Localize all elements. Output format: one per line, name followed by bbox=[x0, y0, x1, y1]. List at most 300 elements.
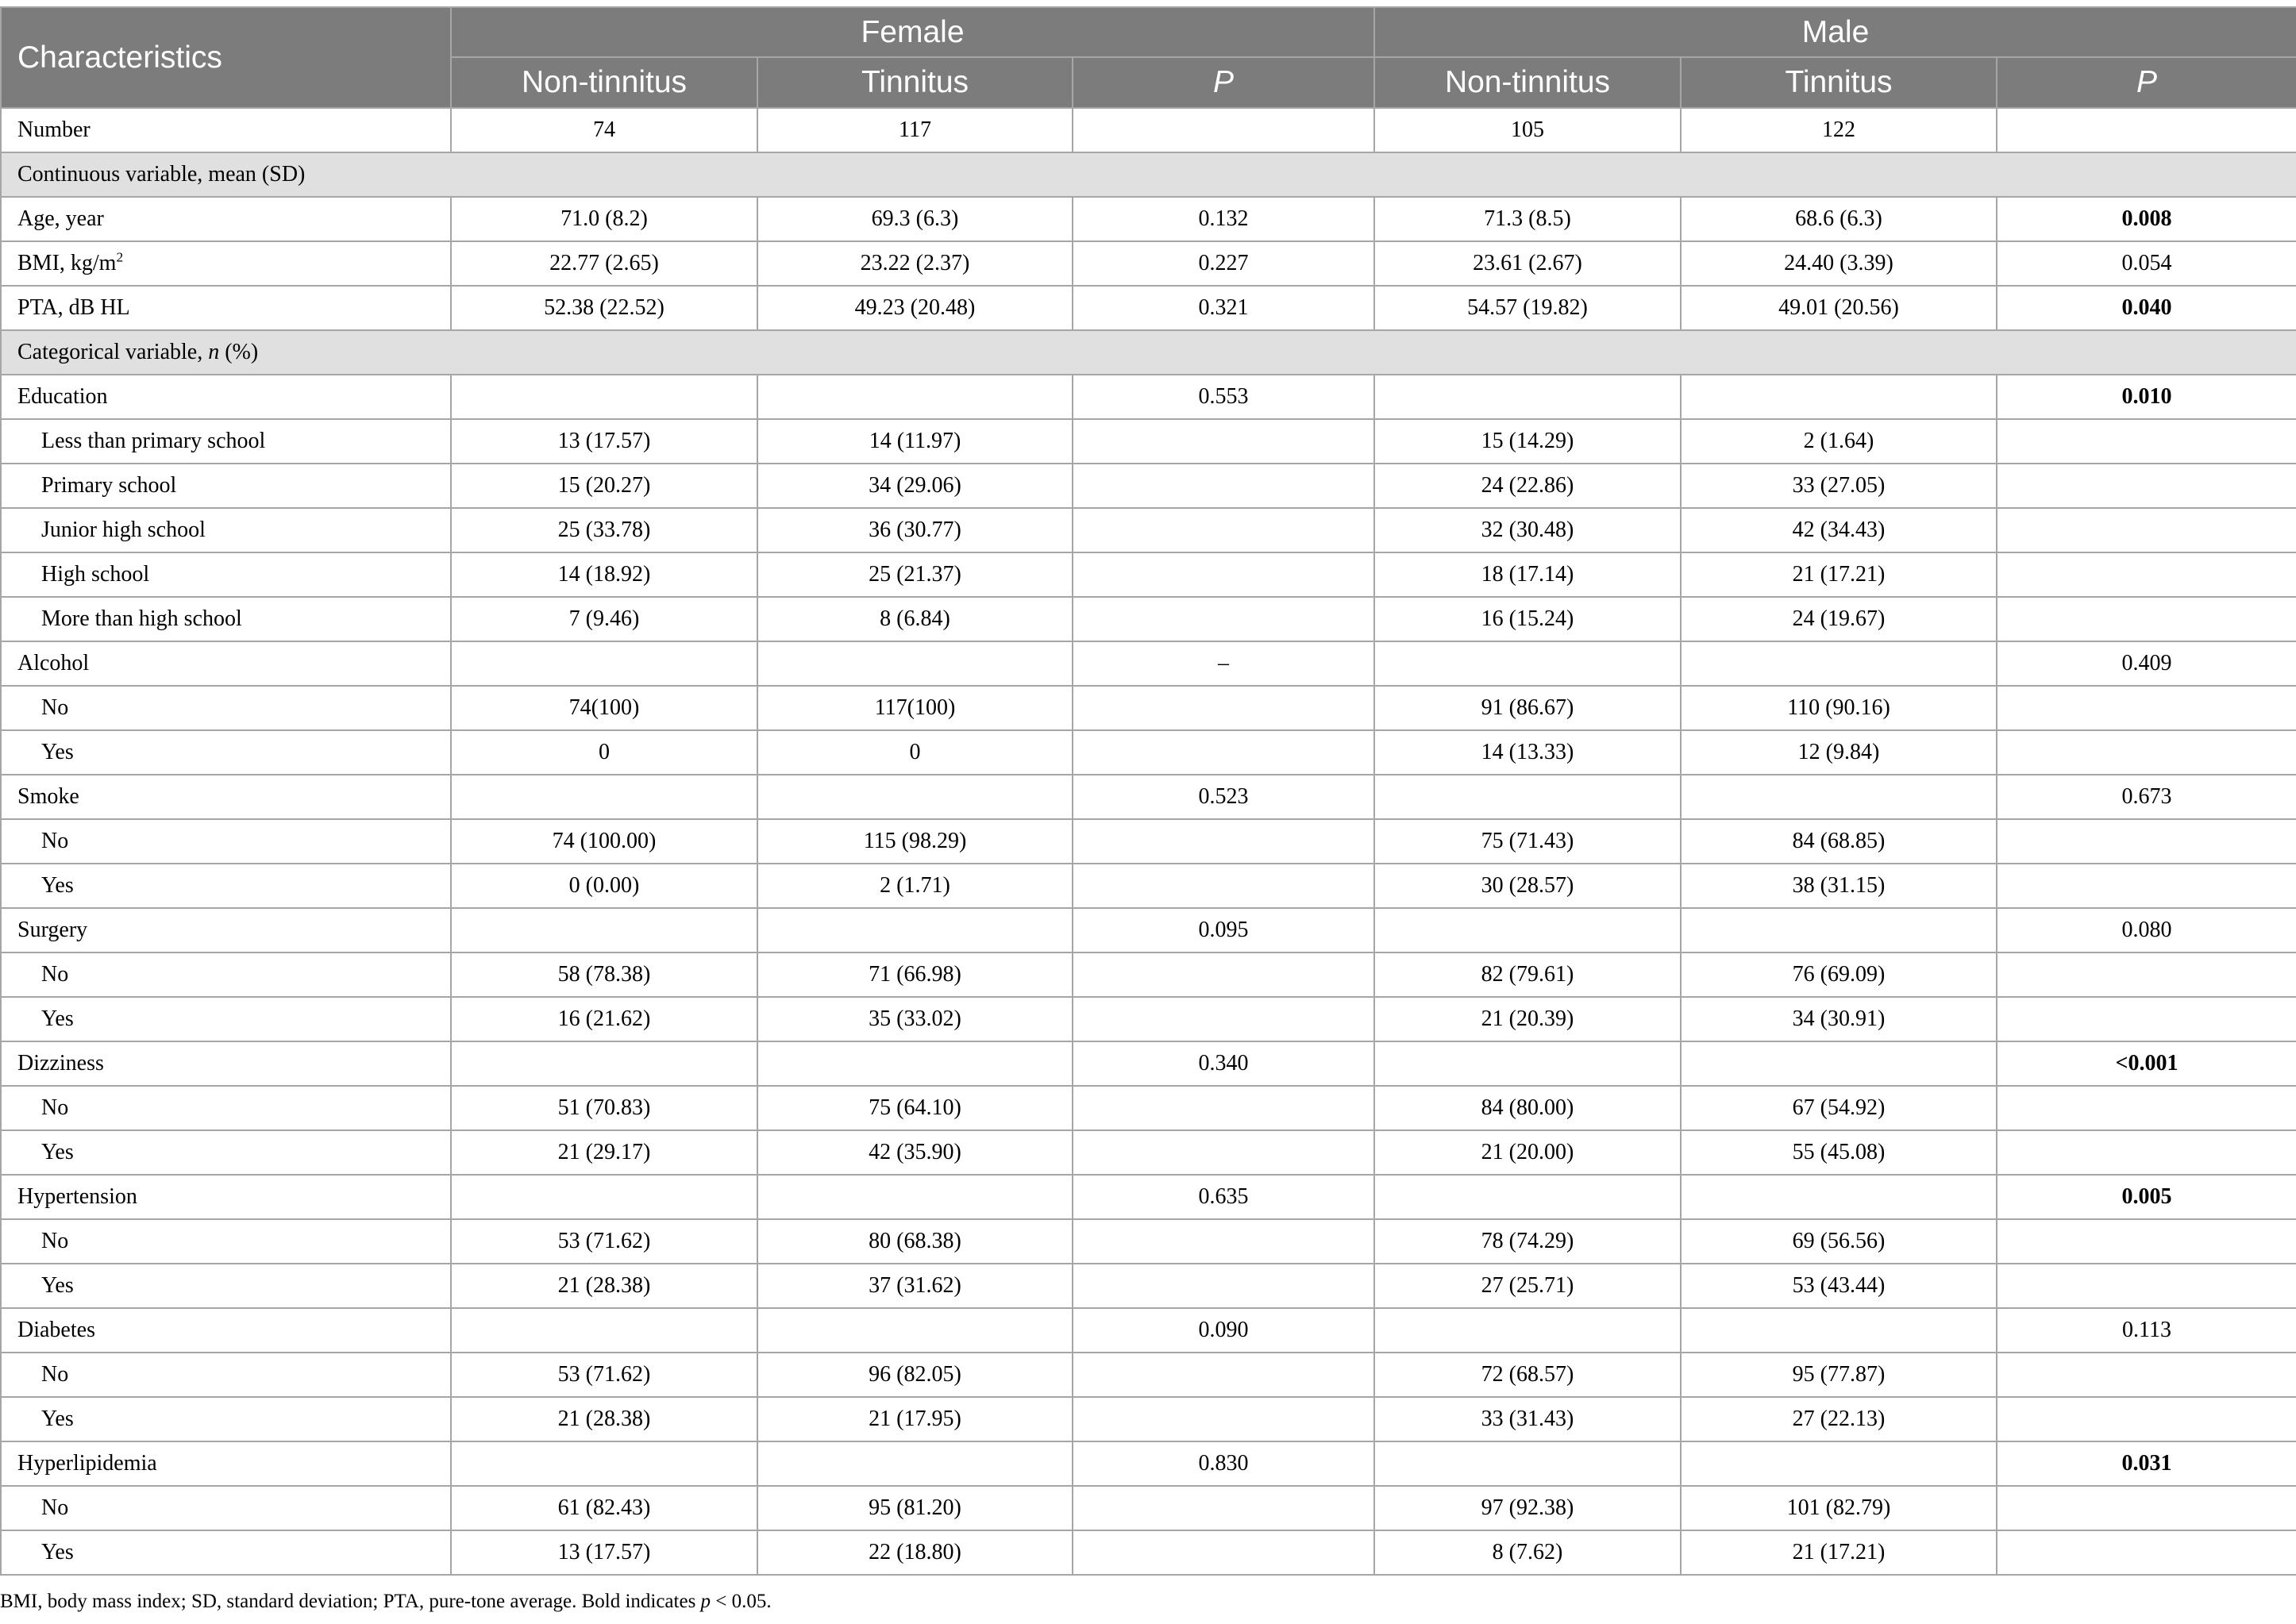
row-label bbox=[1, 1130, 451, 1175]
female-tinnitus-cell: 36 (30.77) bbox=[757, 508, 1073, 552]
row-label-text: Yes bbox=[41, 740, 74, 764]
row-label bbox=[1, 1264, 451, 1308]
table-subrow bbox=[1, 997, 2296, 1041]
table-subrow bbox=[1, 1086, 2296, 1130]
row-label bbox=[1, 197, 451, 241]
characteristics-table bbox=[0, 6, 2296, 1576]
row-label-text: Number bbox=[17, 117, 91, 142]
female-non-tinnitus-cell: 53 (71.62) bbox=[451, 1353, 757, 1397]
female-non-tinnitus-cell: 74 bbox=[451, 108, 757, 152]
male-non-tinnitus-cell bbox=[1374, 641, 1681, 686]
male-p-cell: <0.001 bbox=[1997, 1041, 2296, 1086]
male-p-cell bbox=[1997, 464, 2296, 508]
row-label bbox=[1, 1353, 451, 1397]
male-non-tinnitus-cell: 105 bbox=[1374, 108, 1681, 152]
row-label bbox=[1, 1041, 451, 1086]
male-non-tinnitus-cell: 82 (79.61) bbox=[1374, 952, 1681, 997]
male-p-cell bbox=[1997, 997, 2296, 1041]
row-label-text: Primary school bbox=[41, 473, 177, 498]
male-tinnitus-cell: 34 (30.91) bbox=[1681, 997, 1997, 1041]
row-label bbox=[1, 775, 451, 819]
male-non-tinnitus-cell bbox=[1374, 1175, 1681, 1219]
row-label bbox=[1, 686, 451, 730]
female-p-cell: 0.095 bbox=[1073, 908, 1374, 952]
table-subrow bbox=[1, 1219, 2296, 1264]
section-label-text: Continuous variable, mean (SD) bbox=[17, 162, 306, 187]
male-tinnitus-cell: 110 (90.16) bbox=[1681, 686, 1997, 730]
female-p-cell bbox=[1073, 686, 1374, 730]
female-non-tinnitus-cell: 53 (71.62) bbox=[451, 1219, 757, 1264]
female-p-cell: 0.227 bbox=[1073, 241, 1374, 286]
male-p-cell bbox=[1997, 1397, 2296, 1441]
table-row bbox=[1, 108, 2296, 152]
male-non-tinnitus-cell: 8 (7.62) bbox=[1374, 1530, 1681, 1575]
female-tinnitus-cell: 95 (81.20) bbox=[757, 1486, 1073, 1530]
female-p-cell bbox=[1073, 552, 1374, 597]
male-tinnitus-cell: 24 (19.67) bbox=[1681, 597, 1997, 641]
female-p-cell: 0.553 bbox=[1073, 375, 1374, 419]
female-p-cell: – bbox=[1073, 641, 1374, 686]
table-subrow bbox=[1, 419, 2296, 464]
row-label bbox=[1, 552, 451, 597]
female-tinnitus-cell bbox=[757, 641, 1073, 686]
row-label-text: More than high school bbox=[41, 606, 242, 631]
female-p-cell bbox=[1073, 1353, 1374, 1397]
female-tinnitus-cell: 22 (18.80) bbox=[757, 1530, 1073, 1575]
female-p-cell: 0.132 bbox=[1073, 197, 1374, 241]
table-subrow bbox=[1, 552, 2296, 597]
female-non-tinnitus-cell bbox=[451, 1175, 757, 1219]
male-p-cell: 0.409 bbox=[1997, 641, 2296, 686]
male-p-cell bbox=[1997, 597, 2296, 641]
female-tinnitus-cell: 14 (11.97) bbox=[757, 419, 1073, 464]
female-non-tinnitus-cell bbox=[451, 908, 757, 952]
male-non-tinnitus-cell: 21 (20.39) bbox=[1374, 997, 1681, 1041]
row-label-text: Junior high school bbox=[41, 518, 206, 542]
male-p-cell bbox=[1997, 108, 2296, 152]
female-non-tinnitus-cell bbox=[451, 641, 757, 686]
female-p-cell bbox=[1073, 1397, 1374, 1441]
male-p-cell: 0.008 bbox=[1997, 197, 2296, 241]
row-label-text: Diabetes bbox=[17, 1318, 95, 1342]
male-tinnitus-cell bbox=[1681, 1441, 1997, 1486]
female-tinnitus-cell: 8 (6.84) bbox=[757, 597, 1073, 641]
row-label bbox=[1, 641, 451, 686]
female-non-tinnitus-cell: 21 (28.38) bbox=[451, 1264, 757, 1308]
header-female-p: P bbox=[1073, 57, 1374, 108]
table-subrow bbox=[1, 686, 2296, 730]
row-label bbox=[1, 1397, 451, 1441]
female-p-cell bbox=[1073, 1130, 1374, 1175]
row-label bbox=[1, 952, 451, 997]
female-tinnitus-cell: 2 (1.71) bbox=[757, 864, 1073, 908]
male-tinnitus-cell: 76 (69.09) bbox=[1681, 952, 1997, 997]
table-row bbox=[1, 197, 2296, 241]
female-p-cell bbox=[1073, 508, 1374, 552]
table-subrow bbox=[1, 952, 2296, 997]
row-label-text: Yes bbox=[41, 1273, 74, 1298]
row-label-text: Yes bbox=[41, 1407, 74, 1431]
male-tinnitus-cell: 49.01 (20.56) bbox=[1681, 286, 1997, 330]
male-tinnitus-cell: 2 (1.64) bbox=[1681, 419, 1997, 464]
female-tinnitus-cell: 0 bbox=[757, 730, 1073, 775]
female-tinnitus-cell: 34 (29.06) bbox=[757, 464, 1073, 508]
male-tinnitus-cell: 12 (9.84) bbox=[1681, 730, 1997, 775]
female-non-tinnitus-cell: 52.38 (22.52) bbox=[451, 286, 757, 330]
female-tinnitus-cell bbox=[757, 775, 1073, 819]
table-body bbox=[1, 108, 2296, 1575]
female-p-cell bbox=[1073, 1086, 1374, 1130]
section-label-after: (%) bbox=[219, 340, 259, 364]
row-label bbox=[1, 286, 451, 330]
female-tinnitus-cell bbox=[757, 1308, 1073, 1353]
row-label bbox=[1, 1086, 451, 1130]
header-male-tinnitus: Tinnitus bbox=[1681, 57, 1997, 108]
row-label-text: High school bbox=[41, 562, 150, 587]
female-p-cell bbox=[1073, 1219, 1374, 1264]
male-tinnitus-cell: 122 bbox=[1681, 108, 1997, 152]
male-non-tinnitus-cell bbox=[1374, 908, 1681, 952]
male-p-cell bbox=[1997, 730, 2296, 775]
male-p-cell: 0.113 bbox=[1997, 1308, 2296, 1353]
female-tinnitus-cell: 23.22 (2.37) bbox=[757, 241, 1073, 286]
male-tinnitus-cell: 84 (68.85) bbox=[1681, 819, 1997, 864]
female-p-cell: 0.523 bbox=[1073, 775, 1374, 819]
female-non-tinnitus-cell: 58 (78.38) bbox=[451, 952, 757, 997]
row-label bbox=[1, 375, 451, 419]
male-p-cell bbox=[1997, 508, 2296, 552]
female-p-cell bbox=[1073, 997, 1374, 1041]
female-non-tinnitus-cell bbox=[451, 375, 757, 419]
female-p-cell bbox=[1073, 1530, 1374, 1575]
male-p-cell bbox=[1997, 819, 2296, 864]
male-p-cell bbox=[1997, 1130, 2296, 1175]
female-non-tinnitus-cell: 74 (100.00) bbox=[451, 819, 757, 864]
male-tinnitus-cell: 38 (31.15) bbox=[1681, 864, 1997, 908]
male-tinnitus-cell bbox=[1681, 641, 1997, 686]
male-non-tinnitus-cell: 14 (13.33) bbox=[1374, 730, 1681, 775]
male-p-cell bbox=[1997, 1486, 2296, 1530]
table-header bbox=[1, 7, 2296, 108]
table-subrow bbox=[1, 1353, 2296, 1397]
row-label-text: Hyperlipidemia bbox=[17, 1451, 157, 1476]
male-p-cell: 0.080 bbox=[1997, 908, 2296, 952]
row-label-text: Yes bbox=[41, 1006, 74, 1031]
table-subrow bbox=[1, 1530, 2296, 1575]
section-label-text: Categorical variable, bbox=[17, 340, 209, 364]
female-p-cell bbox=[1073, 1264, 1374, 1308]
row-label-text: Surgery bbox=[17, 918, 88, 942]
female-p-cell bbox=[1073, 819, 1374, 864]
male-non-tinnitus-cell: 78 (74.29) bbox=[1374, 1219, 1681, 1264]
female-non-tinnitus-cell: 25 (33.78) bbox=[451, 508, 757, 552]
male-non-tinnitus-cell: 71.3 (8.5) bbox=[1374, 197, 1681, 241]
male-non-tinnitus-cell bbox=[1374, 1041, 1681, 1086]
female-tinnitus-cell bbox=[757, 908, 1073, 952]
footnote-text: BMI, body mass index; SD, standard deviation; PTA, pure-tone average. Bold indicates bbox=[0, 1591, 701, 1612]
female-non-tinnitus-cell: 22.77 (2.65) bbox=[451, 241, 757, 286]
male-p-cell bbox=[1997, 952, 2296, 997]
male-tinnitus-cell: 21 (17.21) bbox=[1681, 552, 1997, 597]
male-tinnitus-cell: 33 (27.05) bbox=[1681, 464, 1997, 508]
male-non-tinnitus-cell: 54.57 (19.82) bbox=[1374, 286, 1681, 330]
table-row bbox=[1, 1441, 2296, 1486]
table-subrow bbox=[1, 864, 2296, 908]
female-tinnitus-cell: 96 (82.05) bbox=[757, 1353, 1073, 1397]
male-non-tinnitus-cell bbox=[1374, 775, 1681, 819]
table-row bbox=[1, 775, 2296, 819]
male-p-cell: 0.010 bbox=[1997, 375, 2296, 419]
female-tinnitus-cell: 75 (64.10) bbox=[757, 1086, 1073, 1130]
header-female: Female bbox=[451, 7, 1374, 57]
male-non-tinnitus-cell: 16 (15.24) bbox=[1374, 597, 1681, 641]
table-subrow bbox=[1, 1486, 2296, 1530]
male-p-cell bbox=[1997, 1353, 2296, 1397]
female-p-cell bbox=[1073, 730, 1374, 775]
male-non-tinnitus-cell: 27 (25.71) bbox=[1374, 1264, 1681, 1308]
male-p-cell bbox=[1997, 686, 2296, 730]
female-tinnitus-cell: 69.3 (6.3) bbox=[757, 197, 1073, 241]
female-p-cell bbox=[1073, 419, 1374, 464]
male-tinnitus-cell bbox=[1681, 1175, 1997, 1219]
table-subrow bbox=[1, 1130, 2296, 1175]
row-label-text: No bbox=[41, 962, 69, 987]
row-label-text: Education bbox=[17, 384, 108, 409]
male-tinnitus-cell: 55 (45.08) bbox=[1681, 1130, 1997, 1175]
footnote-italic: p bbox=[700, 1591, 711, 1612]
row-label bbox=[1, 730, 451, 775]
female-non-tinnitus-cell: 21 (29.17) bbox=[451, 1130, 757, 1175]
female-non-tinnitus-cell bbox=[451, 1041, 757, 1086]
row-label bbox=[1, 997, 451, 1041]
male-non-tinnitus-cell: 33 (31.43) bbox=[1374, 1397, 1681, 1441]
row-label bbox=[1, 1441, 451, 1486]
section-label bbox=[1, 152, 2296, 197]
female-p-cell: 0.340 bbox=[1073, 1041, 1374, 1086]
row-label-text: No bbox=[41, 1495, 69, 1520]
female-tinnitus-cell: 25 (21.37) bbox=[757, 552, 1073, 597]
male-p-cell bbox=[1997, 419, 2296, 464]
male-tinnitus-cell: 53 (43.44) bbox=[1681, 1264, 1997, 1308]
male-p-cell: 0.031 bbox=[1997, 1441, 2296, 1486]
male-non-tinnitus-cell: 75 (71.43) bbox=[1374, 819, 1681, 864]
header-male: Male bbox=[1374, 7, 2296, 57]
female-non-tinnitus-cell: 7 (9.46) bbox=[451, 597, 757, 641]
row-label bbox=[1, 1219, 451, 1264]
female-p-cell: 0.321 bbox=[1073, 286, 1374, 330]
male-non-tinnitus-cell: 91 (86.67) bbox=[1374, 686, 1681, 730]
female-non-tinnitus-cell: 13 (17.57) bbox=[451, 419, 757, 464]
male-tinnitus-cell bbox=[1681, 775, 1997, 819]
male-tinnitus-cell: 42 (34.43) bbox=[1681, 508, 1997, 552]
male-p-cell: 0.673 bbox=[1997, 775, 2296, 819]
table-footnote bbox=[0, 1591, 772, 1613]
male-tinnitus-cell: 24.40 (3.39) bbox=[1681, 241, 1997, 286]
male-non-tinnitus-cell: 18 (17.14) bbox=[1374, 552, 1681, 597]
table-row bbox=[1, 241, 2296, 286]
row-label-text: Age, year bbox=[17, 206, 104, 231]
male-tinnitus-cell: 67 (54.92) bbox=[1681, 1086, 1997, 1130]
female-tinnitus-cell bbox=[757, 1175, 1073, 1219]
row-label bbox=[1, 1486, 451, 1530]
male-p-cell bbox=[1997, 1219, 2296, 1264]
male-p-cell bbox=[1997, 1264, 2296, 1308]
male-non-tinnitus-cell: 72 (68.57) bbox=[1374, 1353, 1681, 1397]
header-female-tinnitus: Tinnitus bbox=[757, 57, 1073, 108]
female-non-tinnitus-cell: 0 (0.00) bbox=[451, 864, 757, 908]
male-p-cell: 0.005 bbox=[1997, 1175, 2296, 1219]
table-row bbox=[1, 375, 2296, 419]
male-non-tinnitus-cell: 97 (92.38) bbox=[1374, 1486, 1681, 1530]
section-row bbox=[1, 330, 2296, 375]
table-row bbox=[1, 641, 2296, 686]
table-row bbox=[1, 1041, 2296, 1086]
male-tinnitus-cell: 21 (17.21) bbox=[1681, 1530, 1997, 1575]
male-non-tinnitus-cell bbox=[1374, 375, 1681, 419]
female-non-tinnitus-cell: 61 (82.43) bbox=[451, 1486, 757, 1530]
male-tinnitus-cell: 68.6 (6.3) bbox=[1681, 197, 1997, 241]
female-p-cell: 0.830 bbox=[1073, 1441, 1374, 1486]
female-tinnitus-cell: 115 (98.29) bbox=[757, 819, 1073, 864]
row-label-text: No bbox=[41, 829, 69, 853]
row-label bbox=[1, 108, 451, 152]
female-tinnitus-cell: 49.23 (20.48) bbox=[757, 286, 1073, 330]
table-subrow bbox=[1, 1264, 2296, 1308]
female-p-cell: 0.635 bbox=[1073, 1175, 1374, 1219]
female-p-cell bbox=[1073, 464, 1374, 508]
female-non-tinnitus-cell: 0 bbox=[451, 730, 757, 775]
female-p-cell bbox=[1073, 1486, 1374, 1530]
male-tinnitus-cell: 95 (77.87) bbox=[1681, 1353, 1997, 1397]
male-non-tinnitus-cell: 23.61 (2.67) bbox=[1374, 241, 1681, 286]
row-label bbox=[1, 1308, 451, 1353]
male-non-tinnitus-cell bbox=[1374, 1441, 1681, 1486]
female-tinnitus-cell: 117(100) bbox=[757, 686, 1073, 730]
female-non-tinnitus-cell: 21 (28.38) bbox=[451, 1397, 757, 1441]
row-label bbox=[1, 819, 451, 864]
row-label bbox=[1, 419, 451, 464]
female-tinnitus-cell: 80 (68.38) bbox=[757, 1219, 1073, 1264]
table-row bbox=[1, 908, 2296, 952]
female-tinnitus-cell: 37 (31.62) bbox=[757, 1264, 1073, 1308]
table-row bbox=[1, 1175, 2296, 1219]
row-label-text: Yes bbox=[41, 1540, 74, 1564]
row-label-text: Hypertension bbox=[17, 1184, 137, 1209]
header-female-non-tinnitus: Non-tinnitus bbox=[451, 57, 757, 108]
male-tinnitus-cell bbox=[1681, 1041, 1997, 1086]
female-non-tinnitus-cell: 74(100) bbox=[451, 686, 757, 730]
female-non-tinnitus-cell bbox=[451, 1308, 757, 1353]
male-tinnitus-cell: 69 (56.56) bbox=[1681, 1219, 1997, 1264]
section-label bbox=[1, 330, 2296, 375]
table-subrow bbox=[1, 597, 2296, 641]
female-p-cell bbox=[1073, 108, 1374, 152]
row-label-text: Less than primary school bbox=[41, 429, 266, 453]
male-tinnitus-cell bbox=[1681, 908, 1997, 952]
row-label bbox=[1, 1175, 451, 1219]
male-non-tinnitus-cell: 30 (28.57) bbox=[1374, 864, 1681, 908]
female-non-tinnitus-cell bbox=[451, 1441, 757, 1486]
row-label bbox=[1, 1530, 451, 1575]
male-tinnitus-cell: 27 (22.13) bbox=[1681, 1397, 1997, 1441]
row-label-text: BMI, kg/m bbox=[17, 251, 117, 275]
table-row bbox=[1, 286, 2296, 330]
male-tinnitus-cell bbox=[1681, 1308, 1997, 1353]
female-non-tinnitus-cell: 16 (21.62) bbox=[451, 997, 757, 1041]
row-label-text: PTA, dB HL bbox=[17, 295, 130, 320]
male-p-cell bbox=[1997, 1086, 2296, 1130]
female-non-tinnitus-cell: 51 (70.83) bbox=[451, 1086, 757, 1130]
male-non-tinnitus-cell: 32 (30.48) bbox=[1374, 508, 1681, 552]
female-non-tinnitus-cell bbox=[451, 775, 757, 819]
table-subrow bbox=[1, 508, 2296, 552]
row-label-text: Yes bbox=[41, 873, 74, 898]
male-non-tinnitus-cell: 15 (14.29) bbox=[1374, 419, 1681, 464]
female-tinnitus-cell: 35 (33.02) bbox=[757, 997, 1073, 1041]
table-subrow bbox=[1, 1397, 2296, 1441]
male-p-cell bbox=[1997, 1530, 2296, 1575]
row-label-text: Smoke bbox=[17, 784, 79, 809]
female-p-cell bbox=[1073, 864, 1374, 908]
row-label bbox=[1, 241, 451, 286]
female-tinnitus-cell bbox=[757, 375, 1073, 419]
row-label-text: No bbox=[41, 1362, 69, 1387]
male-p-cell bbox=[1997, 864, 2296, 908]
table-row bbox=[1, 1308, 2296, 1353]
row-label-text: Dizziness bbox=[17, 1051, 104, 1076]
female-tinnitus-cell: 71 (66.98) bbox=[757, 952, 1073, 997]
row-label-text: No bbox=[41, 1229, 69, 1253]
row-label-text: No bbox=[41, 695, 69, 720]
table-subrow bbox=[1, 730, 2296, 775]
section-label-italic: n bbox=[208, 340, 220, 364]
row-label-superscript: 2 bbox=[116, 249, 124, 265]
female-p-cell: 0.090 bbox=[1073, 1308, 1374, 1353]
section-row bbox=[1, 152, 2296, 197]
female-non-tinnitus-cell: 14 (18.92) bbox=[451, 552, 757, 597]
male-p-cell: 0.054 bbox=[1997, 241, 2296, 286]
table-subrow bbox=[1, 464, 2296, 508]
table-container bbox=[0, 6, 2296, 1576]
header-characteristics: Characteristics bbox=[1, 7, 451, 108]
female-non-tinnitus-cell: 15 (20.27) bbox=[451, 464, 757, 508]
row-label-text: Alcohol bbox=[17, 651, 90, 675]
male-tinnitus-cell bbox=[1681, 375, 1997, 419]
male-non-tinnitus-cell bbox=[1374, 1308, 1681, 1353]
female-tinnitus-cell: 21 (17.95) bbox=[757, 1397, 1073, 1441]
row-label bbox=[1, 508, 451, 552]
header-male-non-tinnitus: Non-tinnitus bbox=[1374, 57, 1681, 108]
male-non-tinnitus-cell: 24 (22.86) bbox=[1374, 464, 1681, 508]
row-label bbox=[1, 464, 451, 508]
male-tinnitus-cell: 101 (82.79) bbox=[1681, 1486, 1997, 1530]
row-label bbox=[1, 908, 451, 952]
female-tinnitus-cell: 42 (35.90) bbox=[757, 1130, 1073, 1175]
female-tinnitus-cell bbox=[757, 1041, 1073, 1086]
row-label bbox=[1, 864, 451, 908]
male-p-cell bbox=[1997, 552, 2296, 597]
female-non-tinnitus-cell: 13 (17.57) bbox=[451, 1530, 757, 1575]
female-p-cell bbox=[1073, 597, 1374, 641]
female-p-cell bbox=[1073, 952, 1374, 997]
male-non-tinnitus-cell: 21 (20.00) bbox=[1374, 1130, 1681, 1175]
male-p-cell: 0.040 bbox=[1997, 286, 2296, 330]
female-tinnitus-cell: 117 bbox=[757, 108, 1073, 152]
male-non-tinnitus-cell: 84 (80.00) bbox=[1374, 1086, 1681, 1130]
row-label-text: No bbox=[41, 1095, 69, 1120]
table-subrow bbox=[1, 819, 2296, 864]
footnote-after: < 0.05. bbox=[711, 1591, 772, 1612]
